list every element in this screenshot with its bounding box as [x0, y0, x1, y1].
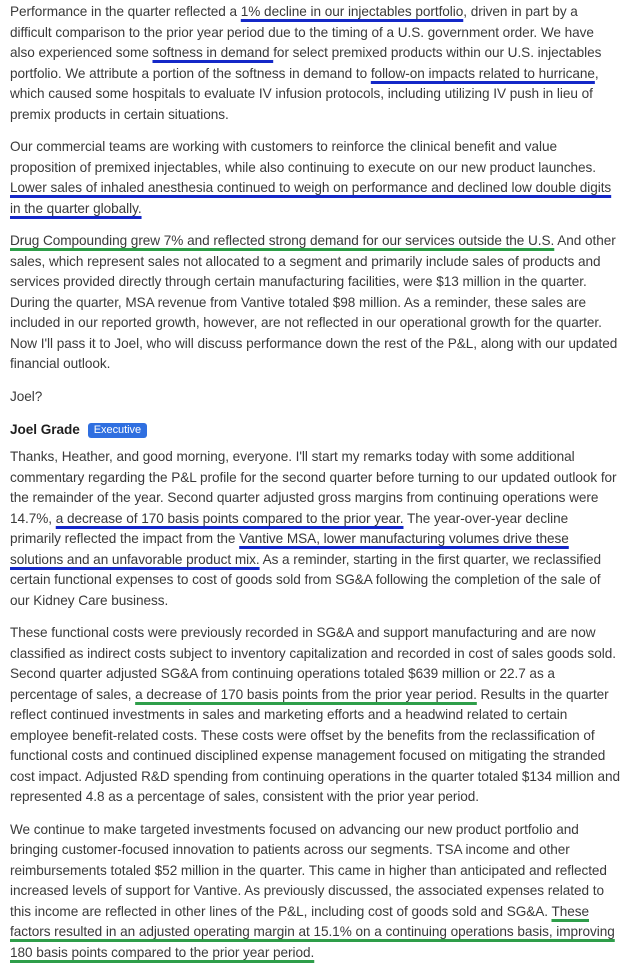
highlight-green: a decrease of 170 basis points from the prior year period.	[135, 686, 477, 702]
paragraph-operating-margin	[10, 820, 622, 964]
text-segment: Results in the quarter reflect continued investments in sales and marketing efforts and a headwind related to certain employee benefit-related costs. These costs were offset by the benefits from the reclassification of functional costs and continued disciplined expense management focused on mitigating the stranded cost impact. Adjusted R&D spending from continuing operations in the quarter totaled $134 million and represented 4.8 as a percentage of sales, consistent with the prior year period.	[10, 686, 621, 804]
paragraph-gross-margins	[10, 447, 622, 611]
text-segment: , driven in part by a difficult comparison to the prior year period due to the timing of a U.S. government order. We have also experienced some	[10, 4, 594, 60]
text-segment: , which caused some hospitals to evaluate IV infusion protocols, including utilizing IV push in lieu of premix products in certain situations.	[10, 65, 599, 122]
speaker-header	[10, 419, 622, 441]
paragraph-injectables-performance	[10, 2, 622, 125]
paragraph-drug-compounding	[10, 231, 622, 375]
text-segment: And other sales, which represent sales not allocated to a segment and primarily include sales of products and services provided directly through certain manufacturing facilities, were $13 million in the quarter. During the quarter, MSA revenue from Vantive totaled $98 million. As a reminder, these sales are included in our reported growth, however, are not reflected in our operational growth for the quarter. Now I'll pass it to Joel, who will discuss performance down the rest of the P&L, along with our updated financial outlook.	[10, 233, 618, 371]
highlight-green: These factors resulted in an adjusted operating margin at 15.1% on a continuing operations basis, improving 180 basis points compared to the prior year period.	[10, 903, 615, 960]
text-segment: Thanks, Heather, and good morning, everyone. I'll start my remarks today with some additional commentary regarding the P&L profile for the second quarter before turning to our updated outlook for the remainder of the year. Second quarter adjusted gross margins from continuing operations were 14.7%,	[10, 449, 617, 526]
highlight-blue: Lower sales of inhaled anesthesia continued to weigh on performance and declined low double digits in the quarter globally.	[10, 180, 612, 216]
paragraph-handoff	[10, 387, 622, 408]
highlight-blue: softness in demand	[152, 45, 274, 60]
highlight-green: Drug Compounding grew 7% and reflected strong demand for our services outside the U.S.	[10, 233, 555, 248]
highlight-blue: follow-on impacts related to hurricane	[370, 65, 595, 81]
text-segment: Joel?	[10, 388, 43, 404]
text-segment: Our commercial teams are working with customers to reinforce the clinical benefit and value proposition of premixed injectables, while also continuing to execute on our new product launches.	[10, 139, 597, 175]
text-segment: for select premixed products within our U.S. injectables portfolio. We attribute a portion of the softness in demand to	[10, 45, 602, 81]
highlight-blue: a decrease of 170 basis points compared to the prior year.	[55, 510, 404, 526]
text-segment: These functional costs were previously recorded in SG&A and support manufacturing and are now classified as indirect costs subject to inventory capitalization and recorded in cost of sales goods sold. Second quarter adjusted SG&A from continuing operations totaled $639 million or 22.7 as a percentage of sales,	[10, 625, 616, 702]
transcript-document	[10, 2, 622, 975]
executive-badge: Executive	[88, 423, 147, 438]
highlight-blue: Vantive MSA, lower manufacturing volumes drive these solutions and an unfavorable product mix.	[10, 531, 569, 567]
speaker-name: Joel Grade	[10, 421, 80, 437]
text-segment: The year-over-year decline primarily reflected the impact from the	[10, 510, 569, 546]
paragraph-sga	[10, 623, 622, 808]
text-segment: We continue to make targeted investments focused on advancing our new product portfolio and bringing customer-focused innovation to patients across our segments. TSA income and other reimbursements totaled $52 million in the quarter. This came in higher than anticipated and reflected increased levels of support for Vantive. As previously discussed, the associated expenses related to this income are reflected in other lines of the P&L, including cost of goods sold and SG&A.	[10, 821, 607, 919]
text-segment: As a reminder, starting in the first quarter, we reclassified certain functional expenses to cost of goods sold from SG&A following the completion of the sale of our Kidney Care business.	[10, 551, 602, 608]
highlight-blue: 1% decline in our injectables portfolio	[240, 4, 464, 19]
paragraph-commercial-teams	[10, 137, 622, 219]
text-segment: Performance in the quarter reflected a	[10, 4, 241, 19]
